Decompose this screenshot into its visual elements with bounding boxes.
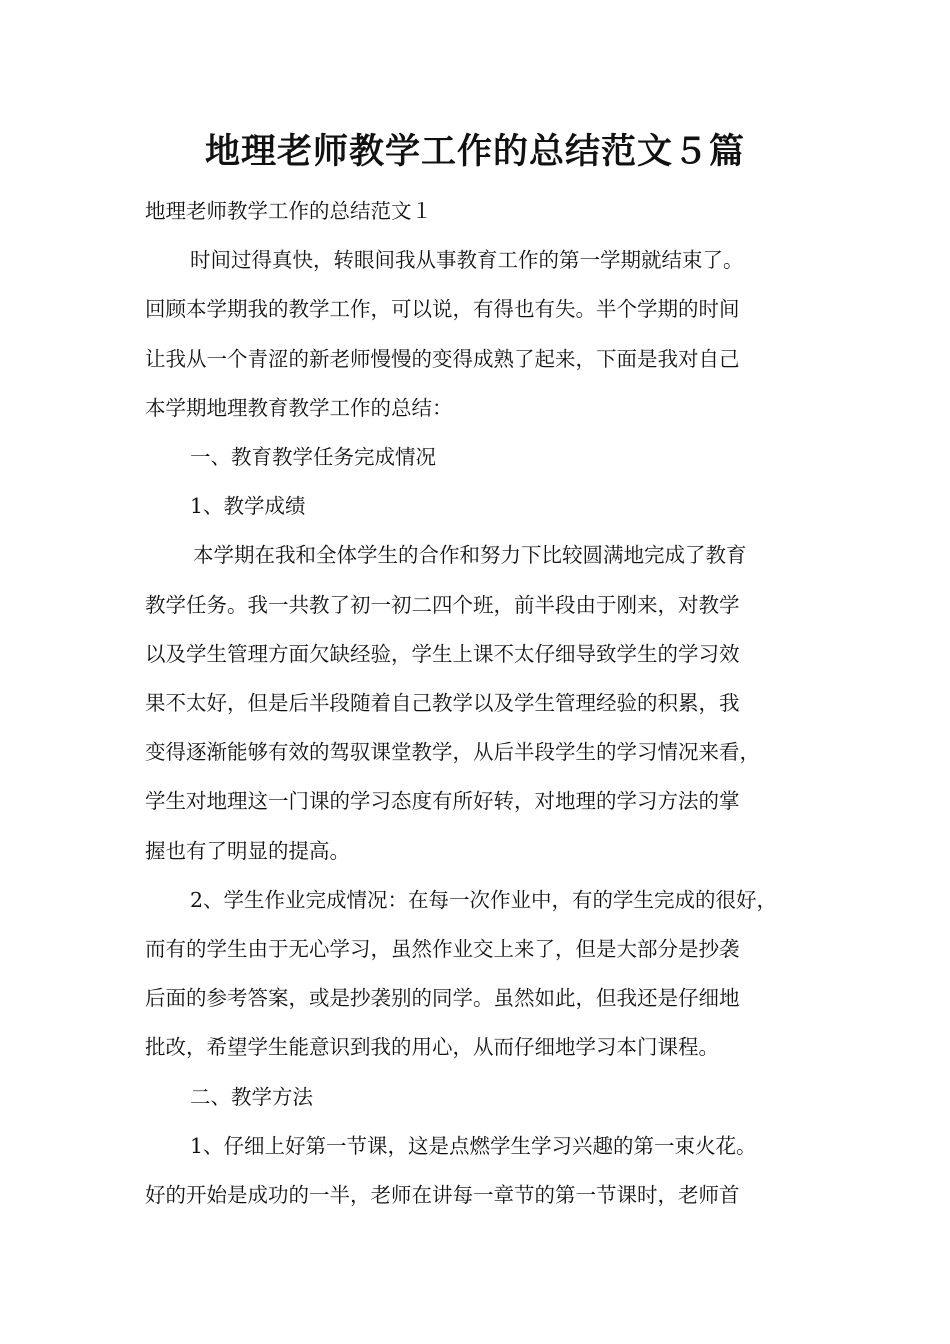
paragraph-teaching-results bbox=[145, 531, 825, 875]
text-line: 果不太好，但是后半段随着自己教学以及学生管理经验的积累，我 bbox=[145, 691, 740, 716]
text-line: 变得逐渐能够有效的驾驭课堂教学，从后半段学生的学习情况来看， bbox=[145, 740, 760, 765]
paragraph-intro bbox=[145, 236, 825, 433]
text-line: 让我从一个青涩的新老师慢慢的变得成熟了起来，下面是我对自己 bbox=[145, 346, 740, 371]
heading-section-1 bbox=[145, 433, 825, 482]
document-title: 地理老师教学工作的总结范文５篇 bbox=[204, 132, 745, 172]
text-line: 本学期地理教育教学工作的总结： bbox=[145, 395, 453, 420]
section-subtitle bbox=[145, 187, 825, 236]
text-line: 一、教育教学任务完成情况 bbox=[190, 445, 436, 470]
text-line: 1、教学成绩 bbox=[190, 494, 306, 519]
text-line: 本学期在我和全体学生的合作和努力下比较圆满地完成了教育 bbox=[193, 543, 747, 568]
text-line: 时间过得真快，转眼间我从事教育工作的第一学期就结束了。 bbox=[190, 248, 744, 273]
text-line: 学生对地理这一门课的学习态度有所好转，对地理的学习方法的掌 bbox=[145, 789, 740, 814]
text-line: 地理老师教学工作的总结范文１ bbox=[145, 199, 432, 223]
paragraph-homework bbox=[145, 876, 825, 1073]
text-line: 以及学生管理方面欠缺经验，学生上课不太仔细导致学生的学习效 bbox=[145, 641, 740, 666]
text-line: 批改，希望学生能意识到我的用心，从而仔细地学习本门课程。 bbox=[145, 1035, 719, 1060]
text-line: 2、学生作业完成情况：在每一次作业中，有的学生完成的很好， bbox=[190, 887, 778, 912]
text-line: 而有的学生由于无心学习，虽然作业交上来了，但是大部分是抄袭 bbox=[145, 937, 740, 962]
text-line: 回顾本学期我的教学工作，可以说，有得也有失。半个学期的时间 bbox=[145, 297, 740, 322]
text-line: 教学任务。我一共教了初一初二四个班，前半段由于刚来，对教学 bbox=[145, 592, 740, 617]
document-body bbox=[145, 187, 825, 1220]
text-line: 1、仔细上好第一节课，这是点燃学生学习兴趣的第一束火花。 bbox=[190, 1133, 757, 1158]
paragraph-first-lesson bbox=[145, 1122, 825, 1220]
text-line: 握也有了明显的提高。 bbox=[145, 838, 350, 863]
heading-section-2 bbox=[145, 1073, 825, 1122]
heading-subsection-1 bbox=[145, 482, 825, 531]
text-line: 好的开始是成功的一半，老师在讲每一章节的第一节课时，老师首 bbox=[145, 1183, 740, 1208]
text-line: 后面的参考答案，或是抄袭别的同学。虽然如此，但我还是仔细地 bbox=[145, 986, 740, 1011]
text-line: 二、教学方法 bbox=[190, 1084, 313, 1109]
